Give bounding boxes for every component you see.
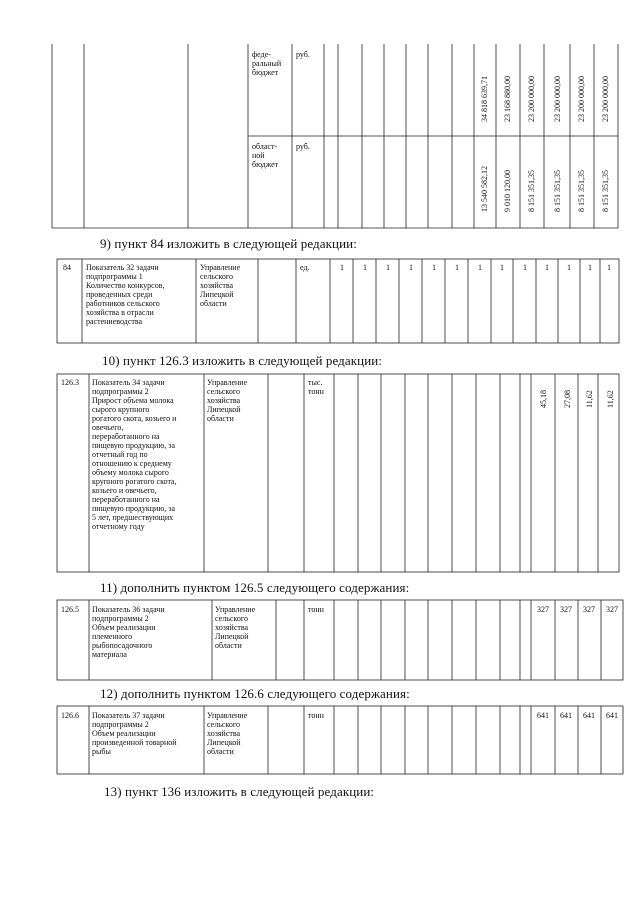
value-cell: 641 [606,711,618,720]
value-cell: 45,18 [539,390,548,408]
budget-source-regional: област- ной бюджет [252,142,279,169]
item-number: 126.5 [61,605,79,614]
budget-value: 23 200 000,00 [577,76,586,122]
value-cell: 11,62 [606,390,615,408]
value-cell: 1 [607,263,611,272]
section-heading: 13) пункт 136 изложить в следующей редакции: [104,784,375,799]
executor: Управление сельского хозяйства Липецкой области [215,605,256,650]
value-cell: 1 [478,263,482,272]
executor: Управление сельского хозяйства Липецкой области [207,378,248,423]
budget-value: 9 010 120,00 [503,170,512,212]
value-cell: 1 [523,263,527,272]
value-cell: 1 [588,263,592,272]
indicator-name: Показатель 36 задачи подпрограммы 2 Объем реализации племенного рыбопосадочного материала [92,605,165,659]
indicator-name: Показатель 37 задачи подпрограммы 2 Объем реализации произведенной товарной рыбы [92,711,177,756]
value-cell: 1 [340,263,344,272]
section-heading: 12) дополнить пунктом 126.6 следующего содержания: [100,686,410,701]
budget-value: 23 200 000,00 [527,76,536,122]
value-cell: 1 [409,263,413,272]
indicator-name: Показатель 34 задачи подпрограммы 2 Прирост объема молока сырого крупного рогатого скота, козьего и овечьего, переработанного на пищевую продукцию, за отчетный год по отношению к среднему объему молока сырого крупного рогатого скота, козьего и овечьего, переработанного на пищевую продукцию, за 5 лет, предшествующих отчетному году [92,378,177,531]
item-number: 126.6 [61,711,79,720]
value-cell: 1 [455,263,459,272]
budget-value: 23 168 880,00 [503,76,512,122]
value-cell: 11,62 [585,390,594,408]
item-number: 84 [63,263,71,272]
budget-value: 8 151 351,35 [577,170,586,212]
value-cell: 641 [560,711,572,720]
value-cell: 327 [537,605,549,614]
section-heading: 11) дополнить пунктом 126.5 следующего содержания: [100,580,410,595]
item-number: 126.3 [61,378,79,387]
unit: тыс. тонн [308,378,324,396]
executor: Управление сельского хозяйства Липецкой области [207,711,248,756]
value-cell: 1 [432,263,436,272]
budget-value: 8 151 351,35 [601,170,610,212]
budget-source-federal: феде- ральный бюджет [252,50,282,77]
budget-value: 8 151 351,35 [527,170,536,212]
value-cell: 27,08 [563,390,572,408]
value-cell: 327 [606,605,618,614]
value-cell: 641 [537,711,549,720]
budget-unit-federal: руб. [296,50,310,59]
executor: Управление сельского хозяйства Липецкой области [200,263,241,308]
value-cell: 1 [545,263,549,272]
value-cell: 1 [386,263,390,272]
section-heading: 10) пункт 126.3 изложить в следующей редакции: [102,353,383,368]
value-cell: 1 [363,263,367,272]
budget-value: 23 200 000,00 [601,76,610,122]
budget-value: 23 200 000,00 [553,76,562,122]
value-cell: 327 [560,605,572,614]
unit: тонн [308,605,324,614]
value-cell: 1 [500,263,504,272]
value-cell: 641 [583,711,595,720]
indicator-name: Показатель 32 задачи подпрограммы 1 Количество конкурсов, проведенных среди работников сельского хозяйства в отрасли растениеводства [86,263,165,326]
budget-unit-regional: руб. [296,142,310,151]
section-heading: 9) пункт 84 изложить в следующей редакции: [100,236,357,251]
value-cell: 1 [567,263,571,272]
budget-value: 8 151 351,35 [553,170,562,212]
value-cell: 327 [583,605,595,614]
budget-value: 34 818 639,71 [480,76,489,122]
unit: ед. [300,263,310,272]
budget-value: 13 540 582,12 [480,166,489,212]
unit: тонн [308,711,324,720]
